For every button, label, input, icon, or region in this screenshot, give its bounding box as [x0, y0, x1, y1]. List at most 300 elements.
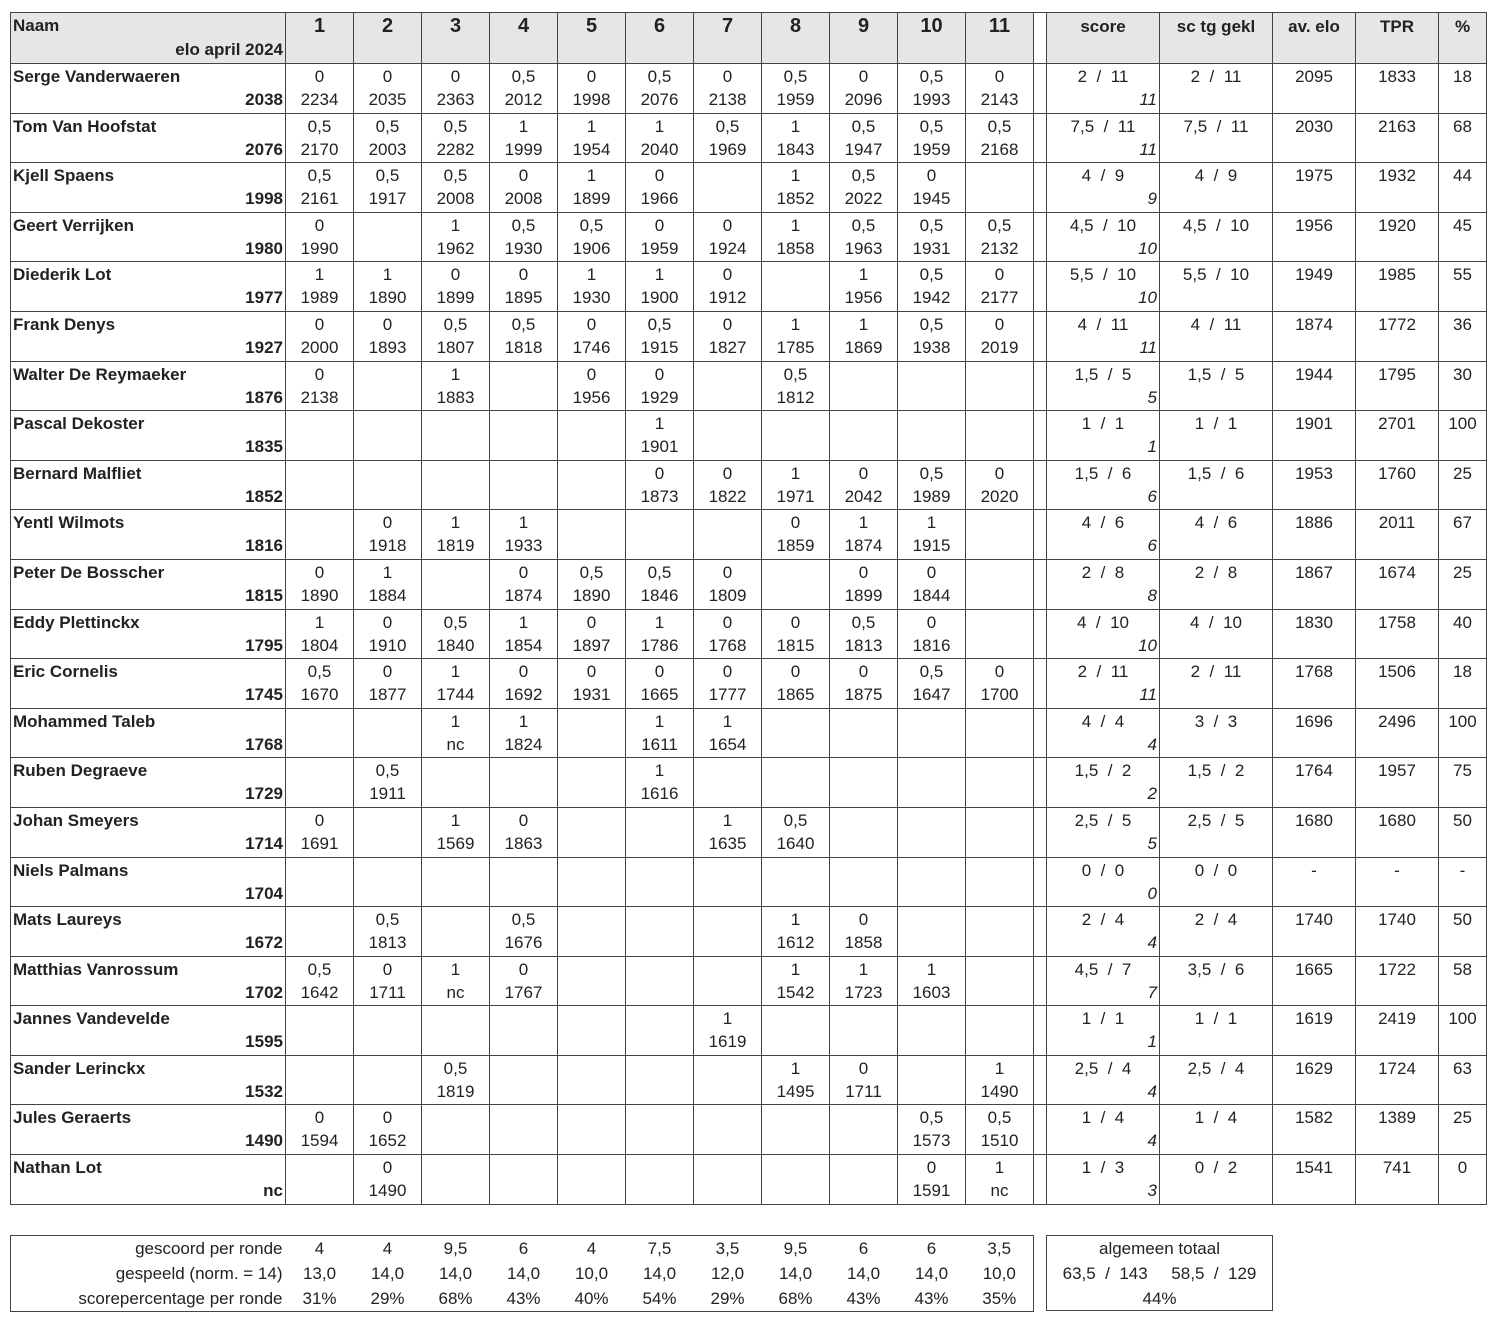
round-result — [762, 1155, 829, 1179]
pct-cell — [1439, 609, 1487, 659]
round-cell — [558, 262, 626, 312]
games-played: 7 — [1147, 982, 1157, 1002]
round-cell — [830, 659, 898, 709]
round-result — [898, 709, 965, 733]
sc-tg-gekl-value: 4 / 10 — [1190, 612, 1242, 632]
round-cell — [490, 510, 558, 560]
pct-cell — [1439, 907, 1487, 957]
round-result — [626, 808, 693, 832]
round-cell — [354, 758, 422, 808]
tpr-cell — [1356, 609, 1439, 659]
round-cell — [830, 64, 898, 114]
summary-label: gespeeld (norm. = 14) — [115, 1264, 283, 1283]
round-result: 1 — [654, 711, 665, 731]
score-value: 1,5 / 2 — [1074, 761, 1132, 781]
player-rows — [11, 64, 1487, 1205]
opponent-elo — [898, 1080, 965, 1104]
round-cell — [694, 262, 762, 312]
sc-tg-gekl-value: 5,5 / 10 — [1182, 265, 1250, 285]
round-result — [966, 1006, 1033, 1030]
round-cell — [898, 262, 966, 312]
opponent-elo: 1809 — [708, 585, 747, 605]
round-cell — [558, 956, 626, 1006]
opponent-elo: 1640 — [776, 833, 815, 853]
pct-value: - — [1459, 860, 1466, 880]
round-result: 0,5 — [783, 67, 808, 86]
round-result: 0 — [382, 1108, 393, 1128]
separator — [1034, 1055, 1047, 1105]
round-result: 1 — [858, 314, 869, 334]
av-elo-cell — [1273, 212, 1356, 262]
round-cell — [966, 807, 1034, 857]
round-result — [830, 758, 897, 782]
round-cell — [422, 411, 490, 461]
av-elo-cell — [1273, 1055, 1356, 1105]
player-name: Johan Smeyers — [13, 810, 139, 830]
player-elo: 1490 — [245, 1131, 283, 1151]
opponent-elo: 2282 — [436, 139, 475, 159]
round-cell — [422, 1055, 490, 1105]
tpr-cell — [1356, 212, 1439, 262]
round-result: 0,5 — [511, 314, 536, 334]
round-cell — [694, 708, 762, 758]
opponent-elo — [762, 882, 829, 906]
opponent-elo: 1874 — [844, 536, 883, 556]
summary-row — [11, 1236, 1034, 1262]
opponent-elo: 1883 — [436, 387, 475, 407]
opponent-elo: 1844 — [912, 585, 951, 605]
opponent-elo — [626, 882, 693, 906]
opponent-elo: 1929 — [640, 387, 679, 407]
score-value: 2 / 8 — [1081, 562, 1125, 582]
opponent-elo: 1874 — [504, 585, 543, 605]
round-cell — [558, 857, 626, 907]
round-result — [694, 907, 761, 931]
round-result: 0,5 — [919, 1108, 944, 1128]
round-cell — [830, 956, 898, 1006]
round-cell — [830, 609, 898, 659]
player-row — [11, 361, 1487, 411]
round-cell — [898, 609, 966, 659]
summary-value: 13,0 — [302, 1264, 337, 1283]
round-cell — [966, 857, 1034, 907]
opponent-elo: 1858 — [844, 933, 883, 953]
summary-label: gescoord per ronde — [135, 1239, 283, 1258]
opponent-elo — [898, 832, 965, 856]
round-cell — [762, 559, 830, 609]
round-cell — [354, 510, 422, 560]
round-cell — [762, 1155, 830, 1205]
round-cell — [354, 212, 422, 262]
av-elo-value: 2030 — [1295, 116, 1333, 136]
player-elo: 1977 — [245, 288, 283, 308]
round-cell — [422, 262, 490, 312]
round-result: 1 — [518, 711, 529, 731]
score-cell — [1047, 311, 1160, 361]
round-cell — [898, 1006, 966, 1056]
opponent-elo: 1998 — [572, 90, 611, 109]
round-cell — [354, 807, 422, 857]
round-result — [422, 1155, 489, 1179]
opponent-elo: 1840 — [436, 635, 475, 655]
opponent-elo — [966, 1030, 1033, 1054]
player-name: Mats Laureys — [13, 910, 122, 930]
round-cell — [558, 708, 626, 758]
round-result — [354, 411, 421, 435]
player-name: Jules Geraerts — [13, 1108, 132, 1128]
header-round-8: 8 — [762, 13, 830, 64]
opponent-elo: 1813 — [368, 933, 407, 953]
summary-value: 9,5 — [443, 1239, 468, 1258]
round-cell — [286, 262, 354, 312]
separator — [1034, 907, 1047, 957]
round-cell — [422, 212, 490, 262]
round-result: 0,5 — [647, 562, 672, 582]
opponent-elo — [762, 435, 829, 459]
round-result: 0 — [382, 662, 393, 682]
opponent-elo — [354, 882, 421, 906]
player-name: Niels Palmans — [13, 860, 129, 880]
player-elo: 1745 — [245, 685, 283, 705]
round-result — [354, 461, 421, 485]
opponent-elo — [762, 1129, 829, 1153]
opponent-elo — [422, 782, 489, 806]
opponent-elo: 1947 — [844, 139, 883, 159]
round-result: 0 — [926, 562, 937, 582]
round-cell — [422, 857, 490, 907]
round-cell — [422, 758, 490, 808]
opponent-elo — [762, 1030, 829, 1054]
player-row — [11, 807, 1487, 857]
round-result: 1 — [450, 711, 461, 731]
round-cell — [966, 64, 1034, 114]
round-cell — [626, 1105, 694, 1155]
opponent-elo — [286, 534, 353, 558]
opponent-elo: 1813 — [844, 635, 883, 655]
player-name: Pascal Dekoster — [13, 414, 145, 434]
games-played: 11 — [1139, 139, 1157, 159]
opponent-elo: 1785 — [776, 337, 815, 357]
player-name: Nathan Lot — [13, 1158, 102, 1178]
opponent-elo — [694, 931, 761, 955]
round-result — [830, 709, 897, 733]
header-av-elo: av. elo — [1273, 13, 1356, 64]
header-naam: Naam — [13, 16, 60, 35]
av-elo-value: 1582 — [1295, 1108, 1333, 1128]
opponent-elo — [490, 435, 557, 459]
round-cell — [966, 1155, 1034, 1205]
round-result: 0 — [382, 612, 393, 632]
pct-value: 100 — [1448, 711, 1477, 731]
games-played: 10 — [1138, 288, 1157, 308]
round-result: 0,5 — [375, 166, 400, 186]
round-result: 0,5 — [443, 1058, 468, 1078]
round-result: 0 — [994, 314, 1005, 334]
round-result — [966, 758, 1033, 782]
round-cell — [490, 807, 558, 857]
tpr-cell — [1356, 708, 1439, 758]
pct-value: 0 — [1457, 1158, 1468, 1178]
av-elo-value: 1830 — [1295, 612, 1333, 632]
round-cell — [966, 361, 1034, 411]
player-row — [11, 510, 1487, 560]
round-result: 1 — [994, 1158, 1005, 1178]
round-result: 1 — [654, 761, 665, 781]
round-result — [966, 411, 1033, 435]
round-result — [558, 1006, 625, 1030]
round-result: 0,5 — [919, 314, 944, 334]
pct-value: 18 — [1453, 662, 1472, 682]
score-cell — [1047, 163, 1160, 213]
opponent-elo: 1901 — [640, 437, 679, 457]
player-row — [11, 1105, 1487, 1155]
round-result: 1 — [858, 513, 869, 533]
round-cell — [694, 113, 762, 163]
opponent-elo — [966, 386, 1033, 410]
opponent-elo — [762, 584, 829, 608]
player-elo: 1876 — [245, 387, 283, 407]
separator — [1034, 1006, 1047, 1056]
opponent-elo — [762, 782, 829, 806]
opponent-elo: 1899 — [572, 189, 611, 209]
av-elo-value: 1975 — [1295, 166, 1333, 186]
opponent-elo: 1603 — [912, 982, 951, 1002]
player-cell — [11, 64, 286, 114]
av-elo-value: 2095 — [1295, 67, 1333, 86]
separator — [1034, 460, 1047, 510]
tpr-value: 1680 — [1378, 810, 1416, 830]
score-cell — [1047, 857, 1160, 907]
tpr-value: 1740 — [1378, 910, 1416, 930]
score-cell — [1047, 64, 1160, 114]
games-played: 3 — [1147, 1181, 1157, 1201]
round-cell — [898, 361, 966, 411]
round-cell — [830, 907, 898, 957]
opponent-elo — [966, 534, 1033, 558]
opponent-elo — [354, 485, 421, 509]
player-row — [11, 460, 1487, 510]
opponent-elo: 1654 — [708, 734, 747, 754]
separator — [1034, 1105, 1047, 1155]
round-result: 0 — [314, 562, 325, 582]
opponent-elo: 1897 — [572, 635, 611, 655]
round-result — [558, 709, 625, 733]
round-result: 0,5 — [579, 562, 604, 582]
opponent-elo: 1989 — [300, 288, 339, 308]
round-result — [490, 411, 557, 435]
player-cell — [11, 1105, 286, 1155]
round-result: 0 — [994, 662, 1005, 682]
sc-tg-gekl-cell — [1160, 659, 1273, 709]
round-cell — [354, 64, 422, 114]
score-cell — [1047, 1006, 1160, 1056]
summary-value: 68% — [438, 1289, 473, 1308]
opponent-elo: 2040 — [640, 139, 679, 159]
round-cell — [830, 510, 898, 560]
round-cell — [626, 262, 694, 312]
round-result: 1 — [654, 612, 665, 632]
opponent-elo: 1890 — [572, 585, 611, 605]
opponent-elo: 1777 — [708, 685, 747, 705]
round-result: 1 — [450, 662, 461, 682]
round-cell — [694, 1006, 762, 1056]
pct-value: 63 — [1453, 1058, 1472, 1078]
round-result — [490, 1155, 557, 1179]
opponent-elo — [830, 832, 897, 856]
opponent-elo — [694, 435, 761, 459]
round-cell — [966, 460, 1034, 510]
summary-value: 4 — [314, 1239, 325, 1258]
round-cell — [898, 956, 966, 1006]
round-cell — [762, 609, 830, 659]
round-cell — [762, 64, 830, 114]
round-cell — [966, 411, 1034, 461]
opponent-elo — [286, 485, 353, 509]
opponent-elo — [898, 1030, 965, 1054]
summary-value: 4 — [586, 1239, 597, 1258]
round-result: 0,5 — [783, 810, 808, 830]
round-cell — [762, 311, 830, 361]
sc-tg-gekl-cell — [1160, 857, 1273, 907]
games-played: 4 — [1147, 933, 1157, 953]
round-result: 0,5 — [851, 166, 876, 186]
round-cell — [354, 1006, 422, 1056]
round-cell — [286, 163, 354, 213]
round-result — [286, 510, 353, 534]
round-cell — [626, 163, 694, 213]
round-result: 0 — [790, 612, 801, 632]
round-result: 0 — [858, 910, 869, 930]
opponent-elo — [558, 1030, 625, 1054]
round-cell — [694, 460, 762, 510]
opponent-elo: 2076 — [640, 90, 679, 109]
tpr-value: 1772 — [1378, 314, 1416, 334]
opponent-elo — [762, 1179, 829, 1203]
opponent-elo — [966, 832, 1033, 856]
round-result: 0,5 — [647, 314, 672, 334]
separator — [1034, 13, 1047, 64]
round-result: 0,5 — [987, 215, 1012, 235]
opponent-elo — [422, 485, 489, 509]
score-cell — [1047, 1105, 1160, 1155]
player-name: Eric Cornelis — [13, 662, 118, 682]
round-cell — [286, 212, 354, 262]
av-elo-value: 1768 — [1295, 662, 1333, 682]
opponent-elo: 1827 — [708, 337, 747, 357]
tpr-cell — [1356, 956, 1439, 1006]
round-result: 0,5 — [851, 116, 876, 136]
opponent-elo: 1930 — [572, 288, 611, 308]
round-result: 0 — [722, 314, 733, 334]
opponent-elo — [830, 386, 897, 410]
opponent-elo — [830, 733, 897, 757]
round-cell — [354, 559, 422, 609]
tpr-value: 2496 — [1378, 711, 1416, 731]
round-result: 0 — [722, 612, 733, 632]
round-result: 0 — [994, 67, 1005, 86]
pct-cell — [1439, 411, 1487, 461]
round-result: 0 — [382, 513, 393, 533]
round-result: 0 — [314, 67, 325, 86]
round-result: 1 — [654, 116, 665, 136]
round-result — [490, 362, 557, 386]
sc-tg-gekl-cell — [1160, 1105, 1273, 1155]
pct-cell — [1439, 460, 1487, 510]
opponent-elo: 1723 — [844, 982, 883, 1002]
opponent-elo: 1915 — [912, 536, 951, 556]
round-cell — [422, 609, 490, 659]
player-elo: 1768 — [245, 734, 283, 754]
summary-value: 40% — [574, 1289, 609, 1308]
round-result: 0 — [858, 1058, 869, 1078]
av-elo-cell — [1273, 1155, 1356, 1205]
round-cell — [762, 1105, 830, 1155]
score-cell — [1047, 113, 1160, 163]
round-result: 0 — [518, 662, 529, 682]
round-result: 0,5 — [647, 67, 672, 86]
player-name: Matthias Vanrossum — [13, 959, 179, 979]
round-cell — [898, 708, 966, 758]
round-cell — [490, 460, 558, 510]
pct-value: 67 — [1453, 513, 1472, 533]
games-played: 10 — [1138, 238, 1157, 258]
round-result — [626, 957, 693, 981]
round-cell — [626, 1055, 694, 1105]
opponent-elo: 2035 — [368, 90, 407, 109]
round-cell — [830, 163, 898, 213]
player-row — [11, 758, 1487, 808]
pct-value: 25 — [1453, 1108, 1472, 1128]
round-result — [898, 907, 965, 931]
separator — [1034, 659, 1047, 709]
round-result: 0 — [382, 67, 393, 86]
round-cell — [762, 708, 830, 758]
separator — [1034, 411, 1047, 461]
separator — [1034, 510, 1047, 560]
opponent-elo: 1911 — [369, 784, 406, 804]
round-result — [558, 461, 625, 485]
tpr-value: - — [1394, 860, 1400, 880]
round-cell — [422, 1006, 490, 1056]
player-cell — [11, 907, 286, 957]
sc-tg-gekl-cell — [1160, 708, 1273, 758]
round-cell — [830, 411, 898, 461]
av-elo-cell — [1273, 361, 1356, 411]
round-cell — [898, 64, 966, 114]
summary-value: 6 — [518, 1239, 529, 1258]
score-cell — [1047, 559, 1160, 609]
round-cell — [354, 659, 422, 709]
opponent-elo: 1962 — [436, 238, 475, 258]
opponent-elo: 1819 — [436, 1081, 475, 1101]
player-name: Bernard Malfliet — [13, 463, 142, 483]
round-cell — [490, 1055, 558, 1105]
opponent-elo: 1969 — [708, 139, 747, 159]
round-result: 0 — [450, 67, 461, 86]
round-result — [694, 1056, 761, 1080]
round-result: 1 — [994, 1058, 1005, 1078]
pct-cell — [1439, 311, 1487, 361]
round-cell — [966, 510, 1034, 560]
opponent-elo — [558, 435, 625, 459]
round-result — [558, 1155, 625, 1179]
round-cell — [966, 1006, 1034, 1056]
round-result — [286, 411, 353, 435]
round-result: 1 — [926, 513, 937, 533]
av-elo-cell — [1273, 1105, 1356, 1155]
round-result: 0,5 — [919, 67, 944, 86]
separator — [1034, 212, 1047, 262]
